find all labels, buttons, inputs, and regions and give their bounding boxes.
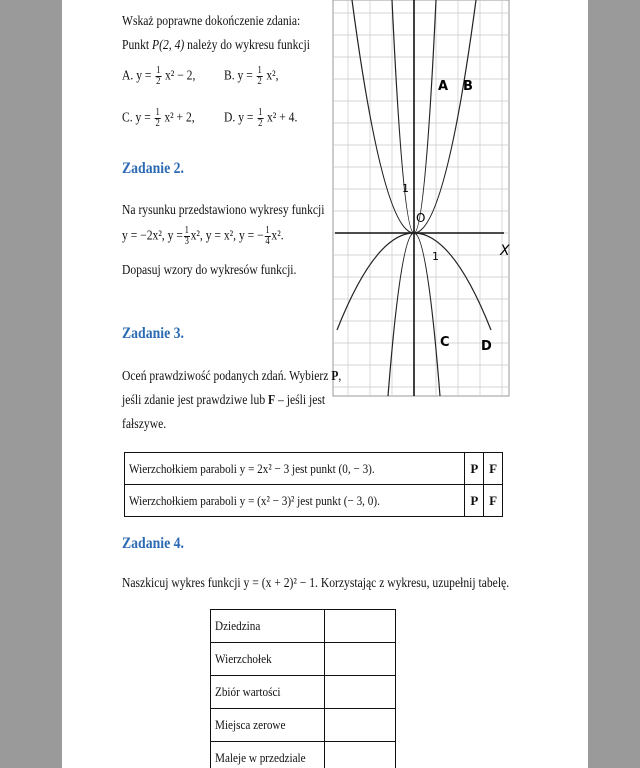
tick-x-1: 1 — [432, 250, 439, 263]
graph-frame — [333, 0, 509, 396]
task2-line1: Na rysunku przedstawiono wykresy funkcji — [122, 202, 325, 217]
task2-line3: Dopasuj wzory do wykresów funkcji. — [122, 262, 297, 277]
parabolas-graph — [332, 0, 510, 397]
true-choice-1[interactable]: P — [465, 453, 484, 485]
x-axis-label: X — [500, 243, 510, 259]
answer-cell-domain[interactable] — [325, 610, 396, 643]
label-c: C — [440, 335, 450, 350]
row-label-zeros: Miejsca zerowe — [211, 709, 325, 742]
row-label-range: Zbiór wartości — [211, 676, 325, 709]
task1-option-d: D. y = $\frac{1}{2}$ x² + 4. — [224, 107, 298, 129]
statement-2: Wierzchołkiem paraboli y = (x² − 3)² jest punkt (− 3, 0). — [125, 485, 465, 517]
false-choice-1[interactable]: F — [484, 453, 503, 485]
label-a: A — [438, 79, 449, 94]
task3-line1: Oceń prawdziwość podanych zdań. Wybierz P, — [122, 368, 342, 383]
task4-line1: Naszkicuj wykres funkcji y = (x + 2)² − 1. Korzystając z wykresu, uzupełnij tabelę. — [122, 575, 510, 590]
task1-option-a: A. y = $\frac{1}{2}$ x² − 2, — [122, 65, 196, 87]
answer-cell-vertex[interactable] — [325, 643, 396, 676]
table-row — [211, 610, 396, 643]
true-choice-2[interactable]: P — [465, 485, 484, 517]
row-label-domain: Dziedzina — [211, 610, 325, 643]
task1-intro-line2: Punkt P(2, 4) należy do wykresu funkcji — [122, 37, 311, 52]
label-b: B — [463, 79, 473, 94]
origin-label: O — [416, 211, 426, 225]
task2-formulas: y = −2x², y = $\frac{1}{3}$ x², y = x², y = − $\frac{1}{4}$ x². — [122, 225, 284, 247]
task3-heading: Zadanie 3. — [122, 325, 184, 342]
label-d: D — [481, 339, 492, 354]
document-page — [62, 0, 588, 768]
task3-line3: fałszywe. — [122, 416, 167, 431]
tick-y-1: 1 — [402, 182, 409, 195]
answer-cell-zeros[interactable] — [325, 709, 396, 742]
function-properties-table — [210, 609, 396, 768]
row-label-decreasing: Maleje w przedziale — [211, 742, 325, 768]
statement-1: Wierzchołkiem paraboli y = 2x² − 3 jest punkt (0, − 3). — [125, 453, 465, 485]
table-row — [211, 643, 396, 676]
false-choice-2[interactable]: F — [484, 485, 503, 517]
answer-cell-range[interactable] — [325, 676, 396, 709]
task1-intro-line1: Wskaż poprawne dokończenie zdania: — [122, 13, 301, 28]
task4-heading: Zadanie 4. — [122, 535, 184, 552]
table-row — [125, 485, 503, 517]
task3-line2: jeśli zdanie jest prawdziwe lub F – jeśli jest — [122, 392, 326, 407]
row-label-vertex: Wierzchołek — [211, 643, 325, 676]
task1-option-b: B. y = $\frac{1}{2}$ x², — [224, 65, 279, 87]
answer-cell-decreasing[interactable] — [325, 742, 396, 768]
table-row — [211, 676, 396, 709]
true-false-table — [124, 452, 503, 517]
table-row — [211, 709, 396, 742]
table-row — [211, 742, 396, 768]
task1-option-c: C. y = $\frac{1}{2}$ x² + 2, — [122, 107, 195, 129]
task2-heading: Zadanie 2. — [122, 160, 184, 177]
table-row — [125, 453, 503, 485]
